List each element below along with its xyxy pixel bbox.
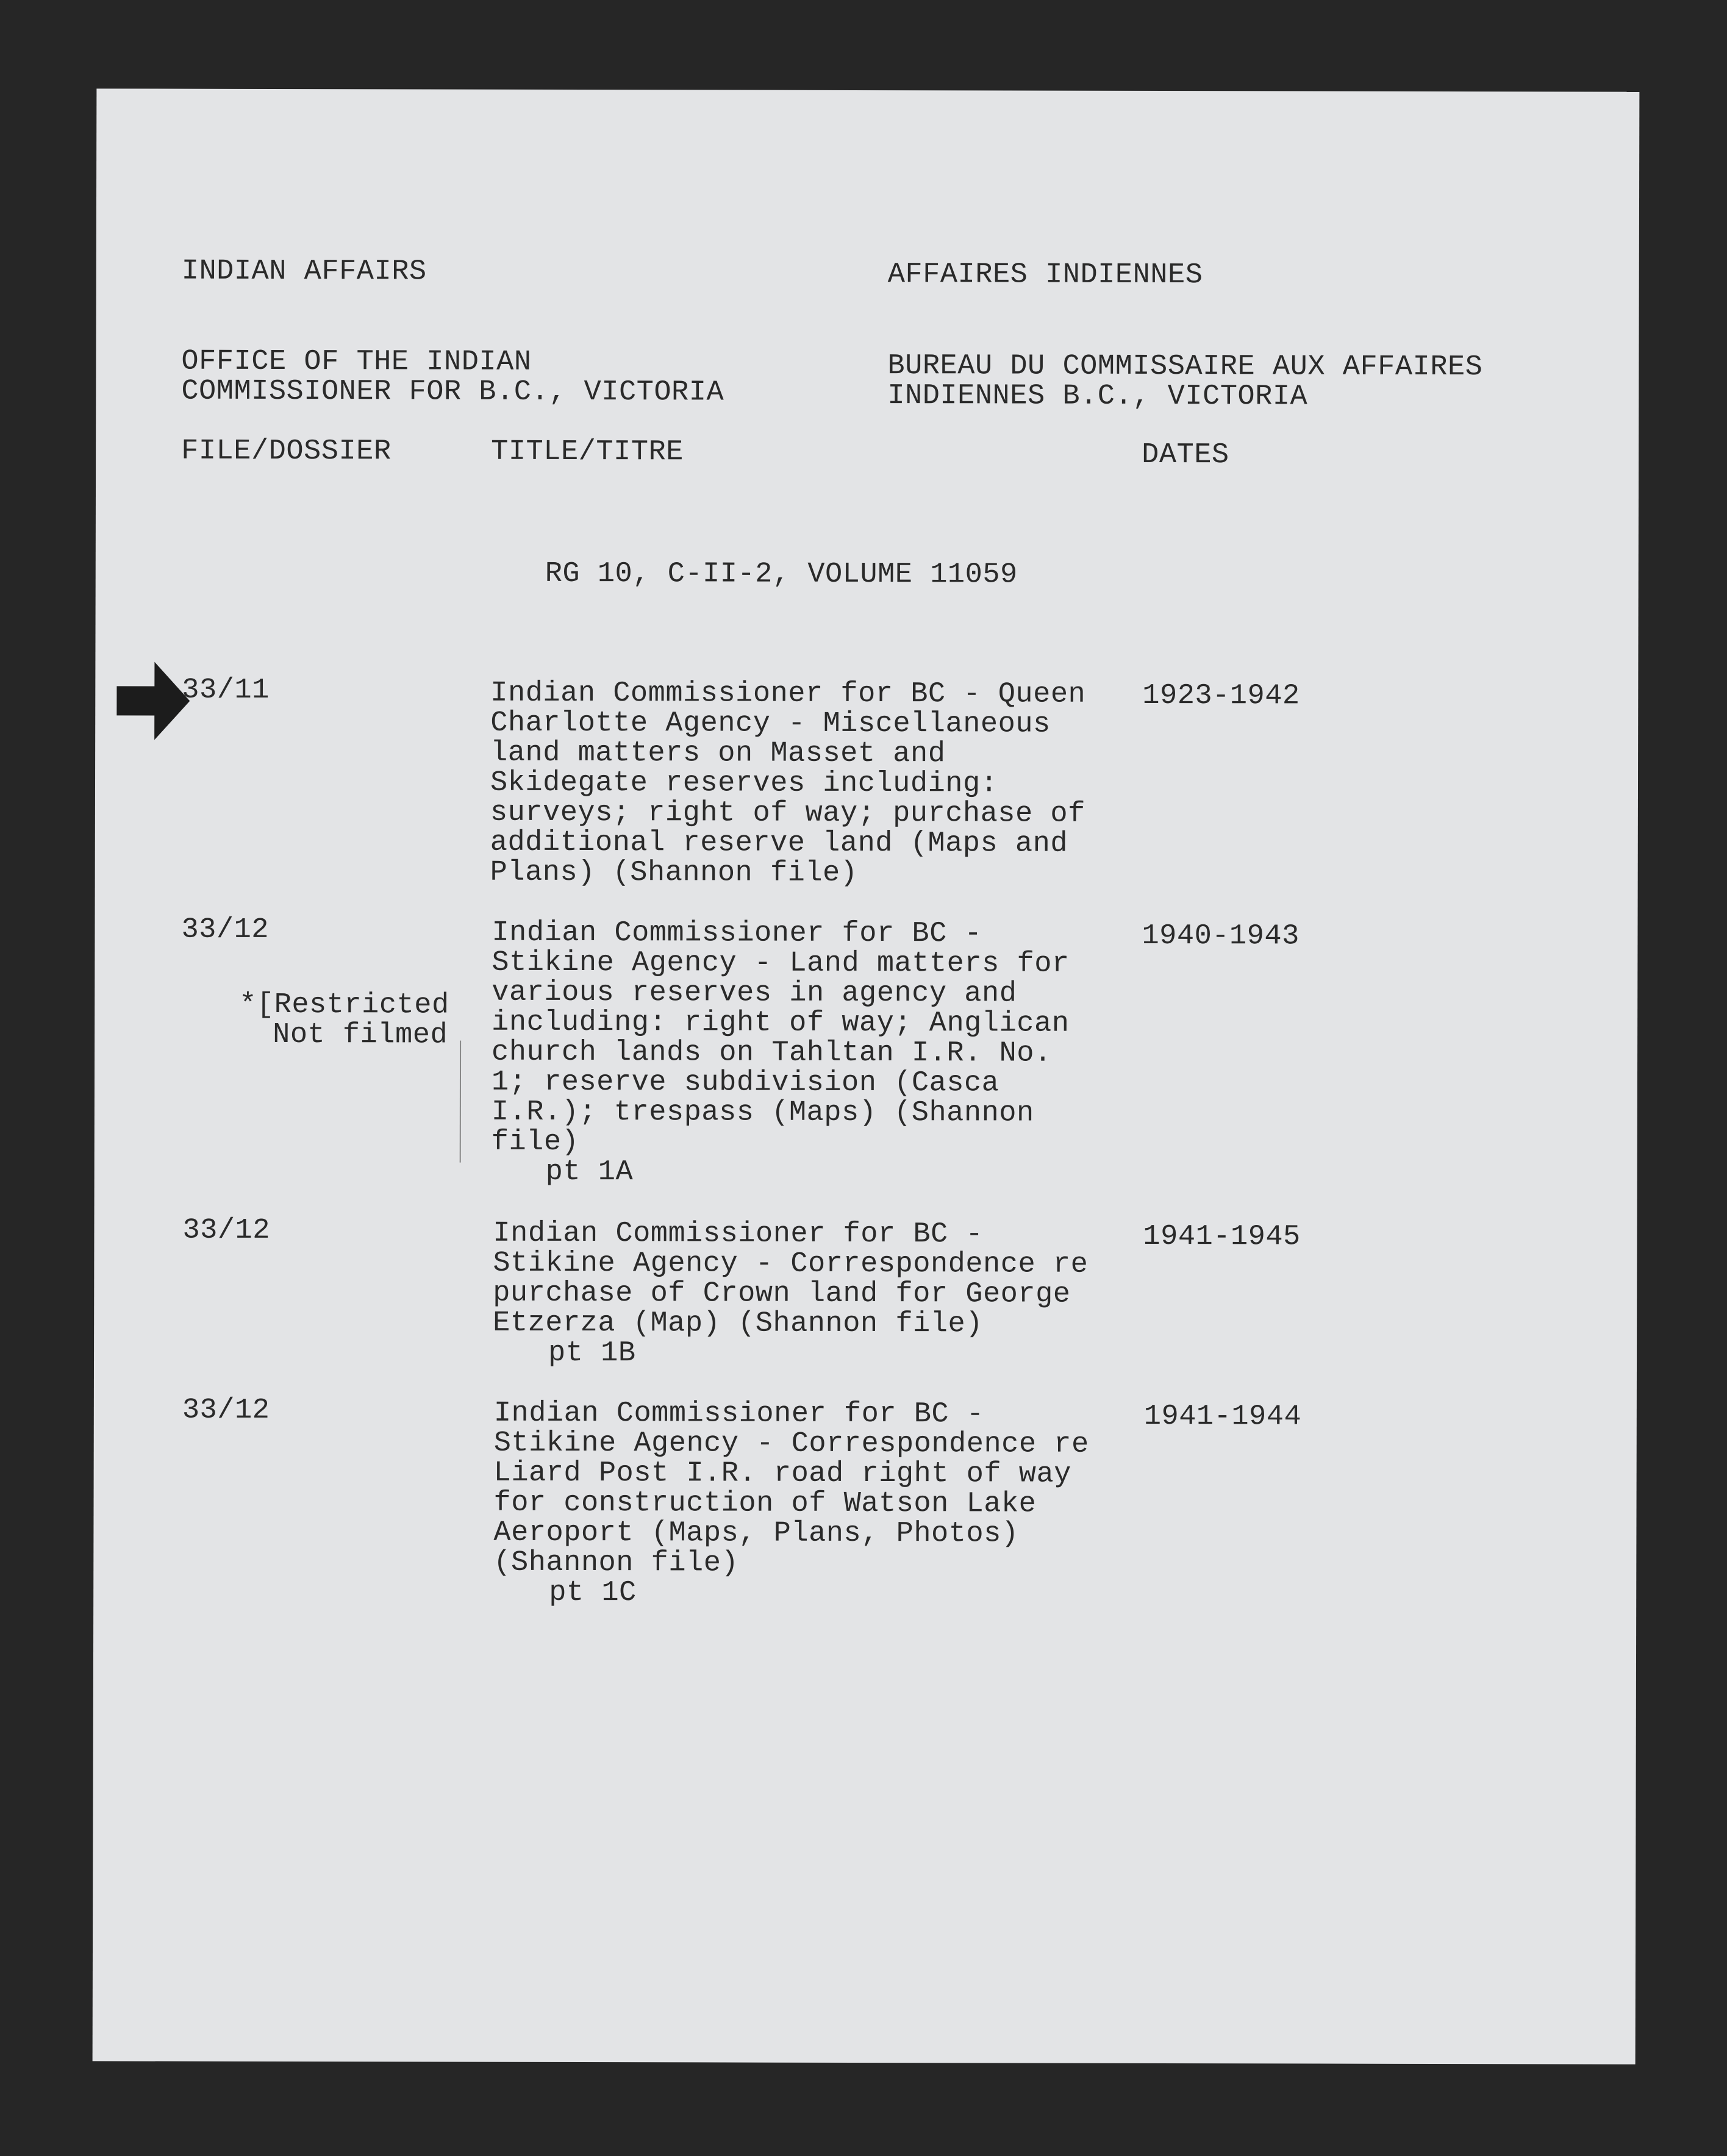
entry-1-title-line: additional reserve land (Maps and [490,826,1068,860]
office-name-fr-line2: INDIENNES B.C., VICTORIA [887,380,1308,413]
entry-2-dates: 1940-1943 [1142,919,1300,953]
entry-1-title-line: Plans) (Shannon file) [490,856,858,890]
entry-4-title-line: Aeroport (Maps, Plans, Photos) [493,1516,1019,1551]
entry-2-restricted-note-line1: *[Restricted [239,988,449,1022]
entry-2-title-line: file) [491,1126,579,1159]
office-name-en-line1: OFFICE OF THE INDIAN [181,345,532,379]
document-page [93,88,1640,2064]
entry-3-title-line: Etzerza (Map) (Shannon file) [493,1307,983,1341]
entry-4-title-line: Stikine Agency - Correspondence re [493,1427,1089,1461]
entry-3-title-line: purchase of Crown land for George [493,1277,1071,1311]
entry-3-dates: 1941-1945 [1143,1220,1301,1254]
entry-3-part: pt 1B [548,1337,636,1370]
entry-2-part: pt 1A [545,1155,634,1189]
entry-3-file: 33/12 [182,1214,271,1247]
entry-2-title-line: 1; reserve subdivision (Casca [491,1066,999,1100]
entry-2-title-line: including: right of way; Anglican [492,1006,1070,1040]
entry-1-title-line: Charlotte Agency - Miscellaneous [490,707,1051,741]
entry-4-part: pt 1C [549,1576,637,1610]
office-name-fr-line1: BUREAU DU COMMISSAIRE AUX AFFAIRES [887,350,1483,384]
entry-2-file: 33/12 [181,913,270,946]
volume-heading: RG 10, C-II-2, VOLUME 11059 [545,557,1018,591]
entry-3-title-line: Stikine Agency - Correspondence re [493,1247,1089,1281]
entry-2-title-line: Stikine Agency - Land matters for [492,946,1070,980]
entry-4-title-line: Indian Commissioner for BC - [493,1397,984,1431]
entry-2-title-line: various reserves in agency and [492,976,1017,1010]
entry-1-file: 33/11 [182,674,270,707]
dept-name-en: INDIAN AFFAIRS [181,255,427,288]
column-header-file: FILE/DOSSIER [181,435,392,468]
entry-1-title-line: surveys; right of way; purchase of [490,796,1085,830]
entry-1-title-line: land matters on Masset and [490,737,946,771]
restricted-note-rule [460,1041,461,1163]
entry-2-restricted-note-line2: Not filmed [273,1018,448,1052]
entry-2-title-line: I.R.); trespass (Maps) (Shannon [491,1096,1034,1130]
entry-3-title-line: Indian Commissioner for BC - [493,1217,984,1251]
pointer-arrow-icon [116,662,190,741]
entry-1-title-line: Skidegate reserves including: [490,766,998,801]
entry-4-title-line: Liard Post I.R. road right of way [493,1457,1071,1491]
entry-1-dates: 1923-1942 [1142,679,1300,713]
entry-2-title-line: church lands on Tahltan I.R. No. [492,1036,1052,1070]
entry-1-title-line: Indian Commissioner for BC - Queen [490,677,1086,711]
column-header-title: TITLE/TITRE [491,435,684,469]
entry-4-title-line: (Shannon file) [493,1546,739,1580]
entry-4-dates: 1941-1944 [1143,1400,1302,1433]
entry-2-title-line: Indian Commissioner for BC - [492,916,982,951]
entry-4-file: 33/12 [182,1394,270,1427]
entry-4-title-line: for construction of Watson Lake [493,1487,1037,1521]
column-header-dates: DATES [1142,438,1229,472]
dept-name-fr: AFFAIRES INDIENNES [887,259,1203,292]
office-name-en-line2: COMMISSIONER FOR B.C., VICTORIA [181,375,724,409]
